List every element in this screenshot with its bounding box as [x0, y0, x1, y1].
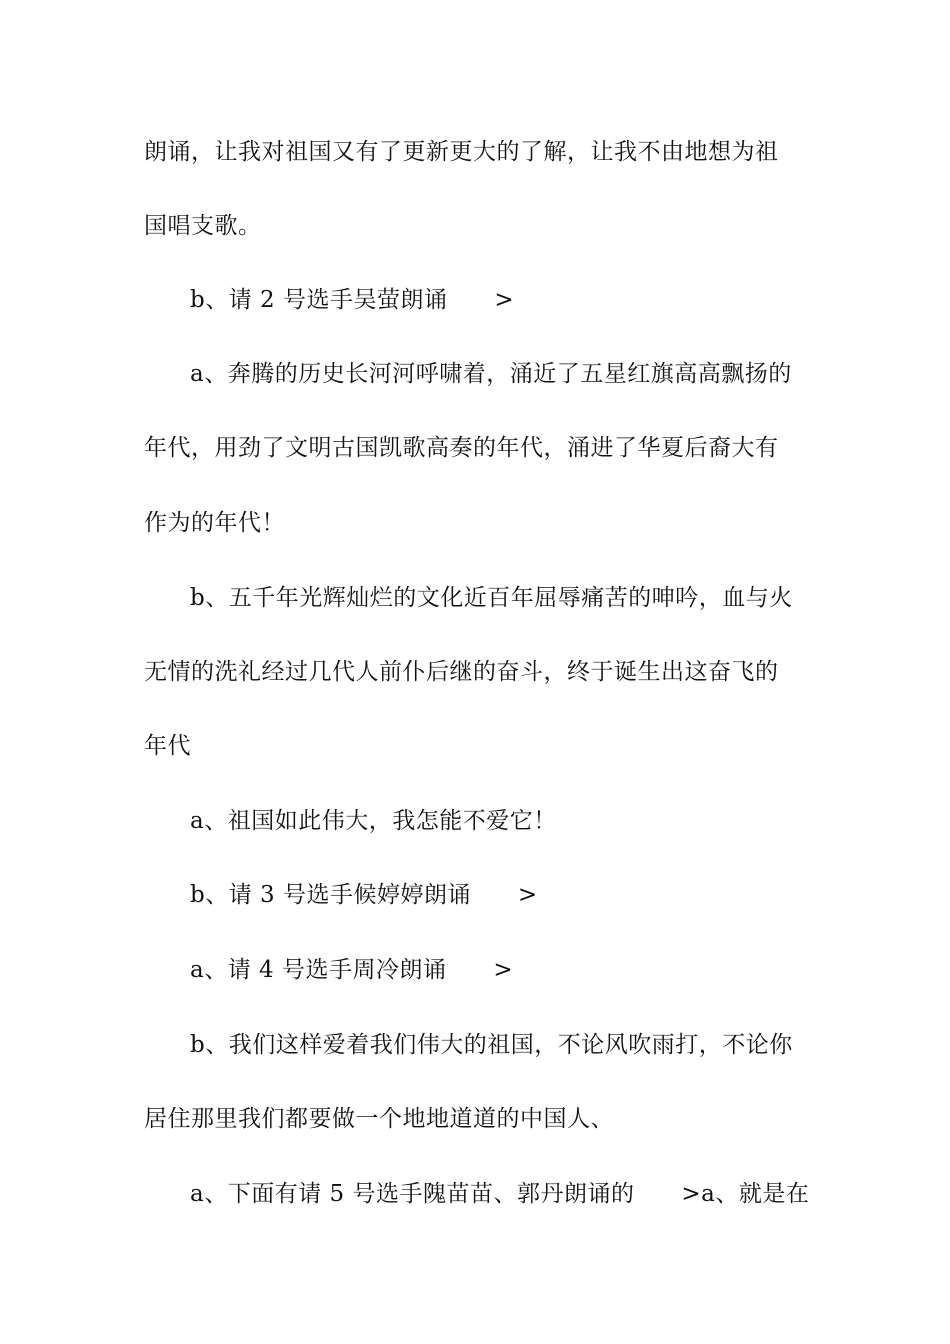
text-line-4: a、奔腾的历史长河河呼啸着，涌近了五星红旗高高飘扬的 [190, 361, 792, 387]
text-line-15: a、下面有请 5 号选手隗苗苗、郭丹朗诵的 >a、就是在 [190, 1181, 810, 1207]
text-line-12: a、请 4 号选手周冷朗诵 > [190, 957, 514, 983]
text-line-11: b、请 3 号选手候婷婷朗诵 > [190, 882, 538, 908]
text-line-9: 年代 [144, 733, 191, 759]
text-line-2: 国唱支歌。 [144, 213, 262, 239]
text-line-6: 作为的年代！ [144, 510, 285, 536]
text-line-7: b、五千年光辉灿烂的文化近百年屈辱痛苦的呻吟，血与火 [190, 585, 793, 611]
text-line-8: 无情的洗礼经过几代人前仆后继的奋斗，终于诞生出这奋飞的 [144, 659, 779, 685]
text-line-13: b、我们这样爱着我们伟大的祖国，不论风吹雨打，不论你 [190, 1032, 793, 1058]
text-line-1: 朗诵，让我对祖国又有了更新更大的了解，让我不由地想为祖 [144, 139, 779, 165]
text-line-10: a、祖国如此伟大，我怎能不爱它！ [190, 808, 557, 834]
text-line-3: b、请 2 号选手吴萤朗诵 > [190, 287, 515, 313]
text-line-14: 居住那里我们都要做一个地地道道的中国人、 [144, 1106, 614, 1132]
text-line-5: 年代，用劲了文明古国凯歌高奏的年代，涌进了华夏后裔大有 [144, 435, 779, 461]
